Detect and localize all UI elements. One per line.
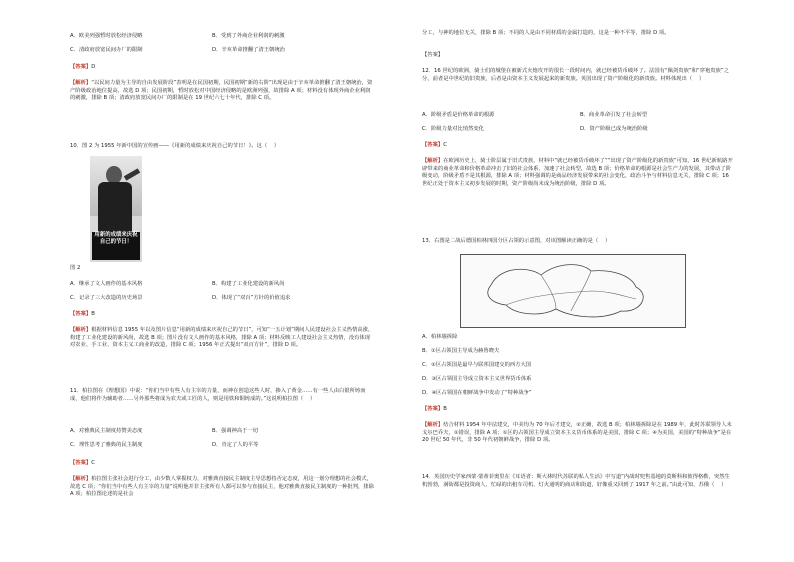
q9-option-b: B．受到了外商企业利润的刺激 <box>212 33 285 39</box>
poster-caption: 用新的成绩来庆祝自己的节日！ <box>92 232 140 260</box>
q12-answer <box>422 142 447 150</box>
q12-option-a: A．阶级矛盾是价格革命的根源 <box>422 112 495 118</box>
q14-stem: 14．英国历史学家西蒙·蒙蒂菲奥里在《耳语者：斯大林时代苏联的私人生活》中写道“内战时兜售基地的莫斯科和彼得格勒，突然生机勃勃，满街都是投资商人、忙碌的出租车司机、灯火通明的商店和街道，好像重又回到了 1917 年之前。”由此可知，苏俄（ ） <box>422 474 730 488</box>
q13-explanation <box>422 422 734 445</box>
q13-stem: 13．右图是二战后德国柏林四国分区占领的示意图，对该图解读正确的是（ ） <box>422 238 611 244</box>
explanation-label: 【解析】 <box>422 158 444 164</box>
q9-option-c: C．清政府放宽民间办厂的限制 <box>70 47 143 53</box>
q12-option-d: D．资产阶级已成为统治阶级 <box>580 126 648 132</box>
q9-option-d: D．辛亥革命推翻了清王朝统治 <box>212 47 285 53</box>
explanation-text: 结合材料 1954 年中法建交，中美均为 70 年后才建交，②正确，故选 B 项；柏林墙拆除是在 1989 年，此时苏联领导人未戈尔巴乔夫，①错误，排除 A 项；①区的占领国主导成立资本主义货币体系的是美国，排除 C 项；④为美国，美国的“特种战争”是在 20 世纪 50 年代，非 50 年代初朝鲜战争，排除 D 项。 <box>422 422 733 444</box>
berlin-map-svg <box>461 255 685 327</box>
q11-option-c: C．理性思考了雅典的民主制度 <box>70 442 143 448</box>
q11-stem: 11．柏拉图在《理想国》中说：“你们当中有些人有主宰的力量，而神在创造这些人时，掺入了黄金……有一些人由白银所铸而成，他们将作为辅助者……另外那些将成为农夫或工匠的人，则是用铁和铜铸成的。”这说明柏拉图（ ） <box>70 388 366 402</box>
answer-label: 【答案】 <box>70 460 92 466</box>
q11-option-b: B．强调神高于一切 <box>212 428 259 434</box>
q13-option-d: D．③区占领国主导成立资本主义世界货币体系 <box>422 376 532 382</box>
answer-label: 【答案】 <box>422 142 444 148</box>
q11-option-a: A．对雅典民主制度持赞美态度 <box>70 428 143 434</box>
explanation-text: 在欧洲历史上，骑士阶层属于旧式贵族，材料中“就已经被货币破坏了”“出现了资产阶级化的新贵族”可知，16 世纪新航路开辟带来的商业革命和价格革命冲击了旧的社会体系，加速了社会转型，故选 B 项；价格革命的根源是社会生产力的发展，其带动了阶级变动，阶级矛盾不是其根源，排除 A 项；材料强调的是商品经济发展带来的社会变化，政治斗争与材料信息无关，排除 C 项；16 世纪正处于资本主义初步发展的时期，资产阶级尚未成为统治阶级，排除 D 项。 <box>422 158 733 187</box>
q9-answer <box>70 64 95 72</box>
q13-option-e: D．④区占领国在朝鲜战争中发动了“特种战争” <box>422 390 532 396</box>
answer-value: C <box>91 460 95 466</box>
q11-explanation-continued: 分工，与神的地位无关，排除 B 项；不同的人是由不同材质的金属打造的，这是一种不平等，排除 D 项。 <box>422 30 670 36</box>
q10-option-c: C．记录了三大改造的历史场景 <box>70 295 143 301</box>
q11-option-d: D．肯定了人的平等 <box>212 442 259 448</box>
q10-answer <box>70 311 95 319</box>
explanation-label: 【解析】 <box>70 476 92 482</box>
q10-explanation <box>70 327 375 350</box>
explanation-text: 根据材料信息 1955 年以及图片信息“用新的成绩来庆祝自己的节日”，可知“一五计划”期间人民建设社会主义热情高涨，构建了工业化建设的新风尚，故选 B 项；图片没有文人画作的基本风格，排除 A 项；材料反映工人建设社会主义热情，没有体现对农业、手工业、资本主义工商业的改造，排除 C 项；1956 年正式提出“双百方针”，排除 D 项。 <box>70 327 374 349</box>
answer-value: B <box>91 311 95 317</box>
answer-value: C <box>443 142 447 148</box>
q13-option-b: B．①区占领国主导成为赫鲁晓夫 <box>422 348 500 354</box>
q11-explanation <box>70 476 375 499</box>
q12-stem: 12．16 世纪的欧洲，骑士们的城堡在被新式火炮攻开的很长一段时间内，就已经被货币破坏了。法国有“佩剑贵族”和“穿袍贵族”之分，前者是中世纪的旧贵族，后者是由资本主义发展起来的新贵族。英国出现了资产阶级化的新贵族。材料体现出（ ） <box>422 68 729 82</box>
q12-option-c: C．阶级力量对比悄然变化 <box>422 126 484 132</box>
q13-answer <box>422 406 447 414</box>
explanation-text: 柏拉图主张社会进行分工，由少数人掌握权力，对雅典直接民主制度主导思想持否定态度，用这一划分理想的社会模式，故选 C 项；“你们当中有些人有主宰的力量”说明他并非主张所有人都可以参与直接民主，他对雅典直接民主制度的一种批判，排除 A 项；柏拉图论述的是社会 <box>70 476 376 498</box>
berlin-zones-map <box>460 254 686 328</box>
q12-explanation <box>422 158 734 188</box>
q13-option-a: A．柏林墙拆除 <box>422 334 458 340</box>
answer-label: 【答案】 <box>70 64 92 70</box>
answer-label: 【答案】 <box>70 311 92 317</box>
q11-answer <box>70 460 95 468</box>
explanation-label: 【解析】 <box>70 80 92 86</box>
q10-option-b: B．构建了工业化建设的新风尚 <box>212 281 285 287</box>
propaganda-poster-image <box>90 156 142 262</box>
q13-option-c: C．②区占领国是最早与联邦国建交的西方大国 <box>422 362 532 368</box>
explanation-label: 【解析】 <box>422 422 444 428</box>
q10-option-d: D．体现了“双百”方针的价值追求 <box>212 295 291 301</box>
q10-stem: 10．图 2 为 1955 年新中国的宣传画——《用新的成绩来庆祝自己的节日！》。这（ ） <box>70 143 280 149</box>
answer-label: 【答案】 <box>422 406 444 412</box>
explanation-text: “以民间力量为主导的自由发展阶段”表明是在民国初期，民国初期“新的右阶”出现是由于辛亥革命推翻了清王朝统治，资产阶级政治地位提高，故选 D 项；民国初期，暂时放松对中国经济侵略的是欧洲列强，故排除 A 项；材料没有体现外商企业利润的刺激，排除 B 项；清政府放宽民间办厂的限制是在 19 世纪六七十年代，排除 C 项。 <box>70 80 373 102</box>
q9-option-a: A．欧美列强暂时放松经济侵略 <box>70 33 143 39</box>
answer-value: B <box>443 406 447 412</box>
q11-answer-label-right: 【答案】 <box>422 52 444 58</box>
q9-explanation <box>70 80 375 103</box>
explanation-label: 【解析】 <box>70 327 92 333</box>
figure-label: 图 2 <box>70 265 81 271</box>
q12-option-b: B．商业革命引发了社会转型 <box>580 112 648 118</box>
q10-option-a: A．继承了文人画作的基本风格 <box>70 281 143 287</box>
answer-value: D <box>91 64 96 70</box>
